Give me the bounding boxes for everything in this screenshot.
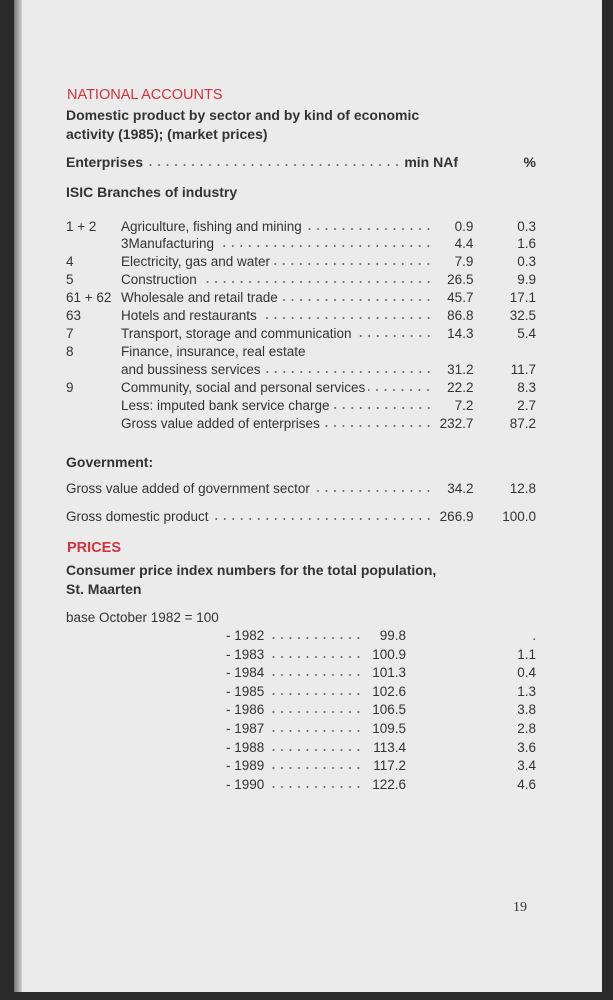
row-label bbox=[121, 236, 436, 251]
table-row bbox=[66, 254, 536, 272]
row-percent: 9.9 bbox=[517, 272, 536, 287]
cpi-change: 4.6 bbox=[517, 776, 536, 792]
year-text: - 1986 bbox=[226, 702, 265, 718]
row-label-text: Hotels and restaurants bbox=[120, 308, 257, 323]
cpi-change: 2.8 bbox=[517, 721, 536, 736]
row-percent: 8.3 bbox=[517, 380, 536, 395]
cpi-change: 1.1 bbox=[517, 646, 536, 662]
dot-leader bbox=[200, 274, 433, 284]
row-label bbox=[121, 398, 436, 413]
cpi-value: 102.6 bbox=[372, 683, 406, 699]
cpi-change: . bbox=[532, 628, 536, 643]
dot-leader bbox=[267, 686, 363, 696]
dot-leader bbox=[323, 418, 433, 428]
year-label bbox=[226, 647, 366, 662]
percent-label: % bbox=[523, 154, 536, 170]
row-percent: 0.3 bbox=[517, 219, 536, 234]
cpi-value: 122.6 bbox=[372, 776, 406, 792]
year-text: - 1984 bbox=[226, 665, 265, 681]
row-label bbox=[121, 308, 436, 323]
table-row bbox=[66, 344, 536, 362]
dot-leader bbox=[305, 221, 433, 231]
price-row bbox=[226, 628, 536, 646]
national-accounts-heading: NATIONAL ACCOUNTS bbox=[67, 87, 223, 103]
row-label bbox=[66, 509, 436, 524]
row-value: 266.9 bbox=[439, 509, 474, 524]
table-row bbox=[66, 380, 536, 398]
cpi-change: 3.6 bbox=[517, 739, 536, 755]
row-value: 26.5 bbox=[447, 272, 474, 287]
row-percent: 32.5 bbox=[509, 308, 536, 323]
year-label bbox=[226, 702, 366, 717]
row-value: 4.4 bbox=[454, 236, 474, 251]
row-label-text: Gross value added of enterprises bbox=[120, 416, 320, 431]
dot-leader bbox=[267, 779, 363, 789]
table-row bbox=[66, 416, 536, 434]
dot-leader bbox=[267, 723, 363, 733]
row-label-text: Gross value added of government sector bbox=[66, 481, 310, 496]
row-label bbox=[66, 481, 436, 496]
dot-leader bbox=[273, 256, 433, 266]
table-row bbox=[66, 362, 536, 380]
row-label-text: 3Manufacturing bbox=[120, 236, 215, 251]
row-value: 232.7 bbox=[439, 416, 474, 431]
price-row bbox=[226, 684, 536, 702]
row-percent: 0.3 bbox=[517, 254, 536, 269]
row-label-text: Finance, insurance, real estate bbox=[120, 344, 306, 359]
dot-leader bbox=[267, 704, 363, 714]
year-text: - 1987 bbox=[226, 721, 265, 736]
dot-leader bbox=[267, 742, 363, 752]
enterprises-header bbox=[66, 153, 536, 171]
year-label bbox=[226, 628, 366, 643]
government-label: Government: bbox=[66, 454, 154, 470]
table-row bbox=[66, 219, 536, 237]
row-percent: 100.0 bbox=[502, 509, 537, 524]
year-label bbox=[226, 740, 366, 755]
row-label-text: Wholesale and retail trade bbox=[120, 290, 278, 305]
row-label bbox=[121, 219, 436, 234]
page-fold bbox=[14, 0, 22, 992]
dot-leader bbox=[267, 649, 363, 659]
price-row bbox=[226, 721, 536, 739]
price-row bbox=[226, 702, 536, 720]
row-percent: 11.7 bbox=[510, 362, 536, 377]
dot-leader bbox=[267, 760, 363, 770]
row-label bbox=[121, 416, 436, 431]
year-text: - 1990 bbox=[226, 776, 265, 792]
dot-leader bbox=[260, 310, 433, 320]
year-text: - 1985 bbox=[226, 683, 265, 699]
cpi-value: 117.2 bbox=[373, 758, 406, 774]
row-label-text: Agriculture, fishing and mining bbox=[120, 219, 302, 234]
row-label bbox=[121, 272, 436, 287]
row-label-text: Community, social and personal services bbox=[120, 380, 366, 395]
cpi-value: 106.5 bbox=[372, 702, 406, 718]
dot-leader bbox=[267, 667, 363, 677]
row-value: 86.8 bbox=[447, 308, 474, 323]
row-percent: 87.2 bbox=[509, 416, 536, 431]
unit-label: min NAf bbox=[404, 154, 458, 170]
price-row bbox=[226, 777, 536, 795]
page-number: 19 bbox=[513, 900, 527, 915]
dot-leader bbox=[264, 364, 433, 374]
row-value: 31.2 bbox=[447, 362, 474, 377]
table-row bbox=[66, 290, 536, 308]
dot-leader bbox=[212, 511, 433, 521]
isic-code: 8 bbox=[66, 344, 74, 359]
row-percent: 1.6 bbox=[517, 236, 536, 251]
prices-subtitle-2: St. Maarten bbox=[66, 581, 142, 597]
dot-leader bbox=[267, 630, 363, 640]
government-row bbox=[66, 481, 536, 499]
prices-heading: PRICES bbox=[67, 540, 121, 556]
cpi-change: 1.3 bbox=[517, 683, 536, 699]
cpi-value: 100.9 bbox=[372, 646, 406, 662]
row-value: 45.7 bbox=[447, 290, 474, 305]
row-percent: 17.1 bbox=[509, 290, 536, 305]
row-label-text: Less: imputed bank service charge bbox=[120, 398, 330, 413]
row-value: 7.2 bbox=[454, 398, 474, 413]
dot-leader bbox=[217, 238, 433, 248]
row-value: 0.9 bbox=[454, 219, 474, 234]
cpi-change: 3.4 bbox=[517, 758, 536, 774]
price-row bbox=[226, 740, 536, 758]
year-label bbox=[226, 758, 366, 773]
cpi-value: 99.8 bbox=[379, 628, 406, 643]
row-value: 34.2 bbox=[447, 481, 474, 496]
price-row bbox=[226, 665, 536, 683]
year-text: - 1988 bbox=[226, 739, 265, 755]
cpi-value: 109.5 bbox=[372, 721, 406, 736]
dot-leader bbox=[313, 483, 433, 493]
table-row bbox=[66, 308, 536, 326]
government-row bbox=[66, 509, 536, 527]
row-value: 14.3 bbox=[447, 326, 474, 341]
dot-leader bbox=[281, 292, 433, 302]
dot-leader bbox=[368, 382, 432, 392]
row-label bbox=[121, 362, 436, 377]
table-row bbox=[66, 398, 536, 416]
cpi-value: 101.3 bbox=[372, 665, 406, 681]
price-row bbox=[226, 647, 536, 665]
row-label-text: Electricity, gas and water bbox=[120, 254, 271, 269]
row-label-text: Construction bbox=[120, 272, 197, 287]
isic-code: 4 bbox=[66, 254, 74, 269]
row-percent: 5.4 bbox=[517, 326, 536, 341]
isic-code: 9 bbox=[66, 380, 74, 395]
isic-code: 61 + 62 bbox=[66, 290, 112, 305]
row-value: 22.2 bbox=[447, 380, 474, 395]
year-label bbox=[226, 665, 366, 680]
year-text: - 1989 bbox=[226, 758, 265, 774]
table-row bbox=[66, 272, 536, 290]
year-label bbox=[226, 777, 366, 792]
isic-code: 63 bbox=[66, 308, 82, 323]
cpi-change: 0.4 bbox=[517, 665, 536, 681]
isic-code: 1 + 2 bbox=[66, 219, 97, 234]
isic-label: ISIC Branches of industry bbox=[66, 184, 238, 200]
dot-leader bbox=[333, 400, 433, 410]
row-label bbox=[121, 326, 436, 341]
row-label bbox=[121, 380, 436, 395]
dot-leader bbox=[355, 328, 433, 338]
row-label-text: Gross domestic product bbox=[66, 509, 209, 524]
row-percent: 2.7 bbox=[517, 398, 536, 413]
year-text: - 1982 bbox=[226, 628, 265, 643]
base-label: base October 1982 = 100 bbox=[66, 610, 219, 625]
row-label-text: and bussiness services bbox=[120, 362, 261, 377]
row-label bbox=[121, 254, 436, 269]
row-value: 7.9 bbox=[454, 254, 474, 269]
year-text: - 1983 bbox=[226, 646, 265, 662]
isic-code: 5 bbox=[66, 272, 74, 287]
table-row bbox=[66, 326, 536, 344]
row-percent: 12.8 bbox=[509, 481, 537, 496]
year-label bbox=[226, 684, 366, 699]
price-row bbox=[226, 758, 536, 776]
prices-subtitle-1: Consumer price index numbers for the total population, bbox=[66, 562, 437, 578]
row-label bbox=[121, 344, 436, 359]
cpi-change: 3.8 bbox=[517, 702, 536, 718]
year-label bbox=[226, 721, 366, 736]
isic-code: 7 bbox=[66, 326, 74, 341]
cpi-value: 113.4 bbox=[373, 739, 406, 755]
row-label bbox=[121, 290, 436, 305]
document-page bbox=[14, 0, 602, 992]
table-row bbox=[66, 236, 536, 254]
enterprises-label: Enterprises bbox=[66, 154, 144, 170]
na-subtitle-2: activity (1985); (market prices) bbox=[66, 126, 268, 142]
row-label-text: Transport, storage and communication bbox=[120, 326, 352, 341]
na-subtitle-1: Domestic product by sector and by kind of economic bbox=[66, 107, 420, 123]
